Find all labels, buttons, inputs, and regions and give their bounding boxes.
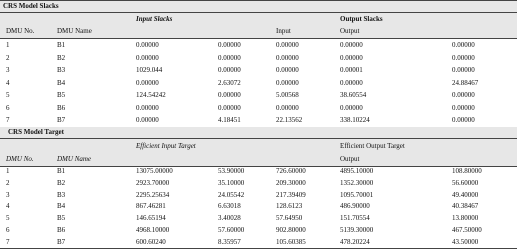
cell-dmu-name: B6 <box>57 226 66 234</box>
cell-output-2: 0.00000 <box>452 103 475 112</box>
cell-output-1: 0.00000 <box>340 53 363 62</box>
cell-dmu-no: 7 <box>6 116 10 124</box>
cell-dmu-no: 5 <box>6 91 10 99</box>
cell-input-3: 217.39409 <box>276 190 306 199</box>
cell-output-1: 4895.10000 <box>340 167 374 175</box>
slacks-col-input: Input <box>276 27 291 35</box>
cell-dmu-no: 5 <box>6 214 10 223</box>
cell-output-2: 0.00000 <box>452 66 475 74</box>
cell-output-1: 5139.30000 <box>340 226 374 234</box>
cell-input-3: 128.6123 <box>276 202 303 211</box>
target-title: CRS Model Target <box>8 128 64 136</box>
cell-input-1: 2295.25634 <box>136 190 170 199</box>
cell-dmu-name: B3 <box>57 190 66 199</box>
slacks-col-dmu-name: DMU Name <box>57 27 92 35</box>
cell-dmu-name: B5 <box>57 91 66 99</box>
cell-dmu-no: 2 <box>6 178 10 187</box>
cell-output-2: 0.00000 <box>452 53 475 62</box>
cell-input-2: 6.63018 <box>218 202 241 211</box>
cell-input-2: 24.05542 <box>218 190 245 199</box>
cell-input-1: 13075.00000 <box>136 167 173 175</box>
cell-dmu-name: B4 <box>57 202 66 211</box>
cell-input-3: 0.00000 <box>276 66 299 74</box>
bottom-rule <box>0 248 517 249</box>
cell-output-2: 108.80000 <box>452 167 482 175</box>
cell-output-1: 151.70554 <box>340 214 370 223</box>
cell-input-1: 4968.10000 <box>136 226 170 234</box>
cell-dmu-name: B6 <box>57 103 66 112</box>
cell-output-1: 338.10224 <box>340 116 370 124</box>
cell-output-2: 13.80000 <box>452 214 479 223</box>
cell-input-1: 0.00000 <box>136 103 159 112</box>
slacks-header-rule <box>0 38 517 39</box>
cell-output-1: 1095.70001 <box>340 190 374 199</box>
target-col-output: Output <box>340 155 360 163</box>
target-title-rule <box>0 138 517 139</box>
cell-input-2: 0.00000 <box>218 53 241 62</box>
cell-output-1: 0.00000 <box>340 78 363 87</box>
target-col-dmu-name: DMU Name <box>57 155 92 163</box>
cell-input-2: 0.00000 <box>218 103 241 112</box>
cell-input-3: 0.00000 <box>276 41 299 49</box>
cell-output-2: 43.50000 <box>452 237 479 246</box>
target-output-group-header: Efficient Output Target <box>340 142 405 150</box>
cell-output-2: 24.88467 <box>452 78 479 87</box>
cell-input-2: 3.40028 <box>218 214 241 223</box>
cell-input-3: 0.00000 <box>276 103 299 112</box>
cell-input-1: 2923.70000 <box>136 178 170 187</box>
cell-output-1: 0.00001 <box>340 66 363 74</box>
cell-dmu-name: B1 <box>57 41 66 49</box>
cell-input-3: 0.00000 <box>276 53 299 62</box>
cell-input-3: 5.00568 <box>276 91 299 99</box>
cell-input-3: 57.64950 <box>276 214 303 223</box>
cell-output-1: 0.00000 <box>340 103 363 112</box>
cell-input-1: 600.60240 <box>136 237 166 246</box>
cell-dmu-name: B3 <box>57 66 66 74</box>
cell-dmu-name: B2 <box>57 53 66 62</box>
cell-input-2: 0.00000 <box>218 41 241 49</box>
cell-dmu-no: 4 <box>6 202 10 211</box>
cell-dmu-no: 6 <box>6 226 10 234</box>
slacks-output-group-header: Output Slacks <box>340 15 383 23</box>
cell-input-1: 146.65194 <box>136 214 166 223</box>
cell-output-2: 467.50000 <box>452 226 482 234</box>
cell-dmu-name: B1 <box>57 167 66 175</box>
cell-input-3: 209.30000 <box>276 178 306 187</box>
cell-dmu-name: B7 <box>57 237 66 246</box>
cell-input-1: 0.00000 <box>136 116 159 124</box>
cell-dmu-no: 6 <box>6 103 10 112</box>
cell-input-1: 867.46281 <box>136 202 166 211</box>
cell-input-3: 105.60385 <box>276 237 306 246</box>
slacks-input-group-header: Input Slacks <box>136 15 173 23</box>
cell-input-2: 8.35957 <box>218 237 241 246</box>
cell-input-2: 4.18451 <box>218 116 241 124</box>
cell-input-1: 1029.044 <box>136 66 163 74</box>
cell-input-3: 726.60000 <box>276 167 306 175</box>
cell-dmu-no: 1 <box>6 167 10 175</box>
cell-output-1: 38.60554 <box>340 91 367 99</box>
cell-output-1: 478.20224 <box>340 237 370 246</box>
target-header-rule <box>0 166 517 167</box>
slacks-col-dmu-no: DMU No. <box>6 27 35 35</box>
cell-input-2: 0.00000 <box>218 66 241 74</box>
cell-dmu-no: 4 <box>6 78 10 87</box>
cell-output-2: 40.38467 <box>452 202 479 211</box>
cell-input-2: 2.63072 <box>218 78 241 87</box>
cell-input-2: 53.90000 <box>218 167 245 175</box>
cell-dmu-name: B5 <box>57 214 66 223</box>
cell-input-2: 0.00000 <box>218 91 241 99</box>
cell-dmu-no: 3 <box>6 190 10 199</box>
cell-dmu-name: B7 <box>57 116 66 124</box>
cell-output-2: 0.00000 <box>452 41 475 49</box>
cell-output-1: 0.00000 <box>340 41 363 49</box>
cell-input-3: 22.13562 <box>276 116 303 124</box>
cell-input-2: 35.10000 <box>218 178 245 187</box>
cell-dmu-no: 1 <box>6 41 10 49</box>
cell-dmu-name: B2 <box>57 178 66 187</box>
cell-dmu-name: B4 <box>57 78 66 87</box>
cell-output-1: 1352.30000 <box>340 178 374 187</box>
slacks-col-output: Output <box>340 27 360 35</box>
target-col-dmu-no: DMU No. <box>6 155 34 163</box>
cell-input-2: 57.60000 <box>218 226 245 234</box>
cell-output-2: 49.40000 <box>452 190 479 199</box>
target-input-group-header: Efficient Input Target <box>136 142 196 150</box>
top-rule <box>0 0 517 1</box>
cell-input-1: 0.00000 <box>136 78 159 87</box>
cell-input-1: 0.00000 <box>136 53 159 62</box>
cell-dmu-no: 2 <box>6 53 10 62</box>
slacks-title: CRS Model Slacks <box>3 2 59 10</box>
cell-output-2: 0.00000 <box>452 91 475 99</box>
cell-output-2: 0.00000 <box>452 116 475 124</box>
cell-input-1: 0.00000 <box>136 41 159 49</box>
slacks-title-rule <box>0 12 517 13</box>
cell-output-1: 486.90000 <box>340 202 370 211</box>
cell-input-1: 124.54242 <box>136 91 166 99</box>
cell-input-3: 902.80000 <box>276 226 306 234</box>
cell-output-2: 56.60000 <box>452 178 479 187</box>
cell-input-3: 0.00000 <box>276 78 299 87</box>
cell-dmu-no: 7 <box>6 237 10 246</box>
cell-dmu-no: 3 <box>6 66 10 74</box>
